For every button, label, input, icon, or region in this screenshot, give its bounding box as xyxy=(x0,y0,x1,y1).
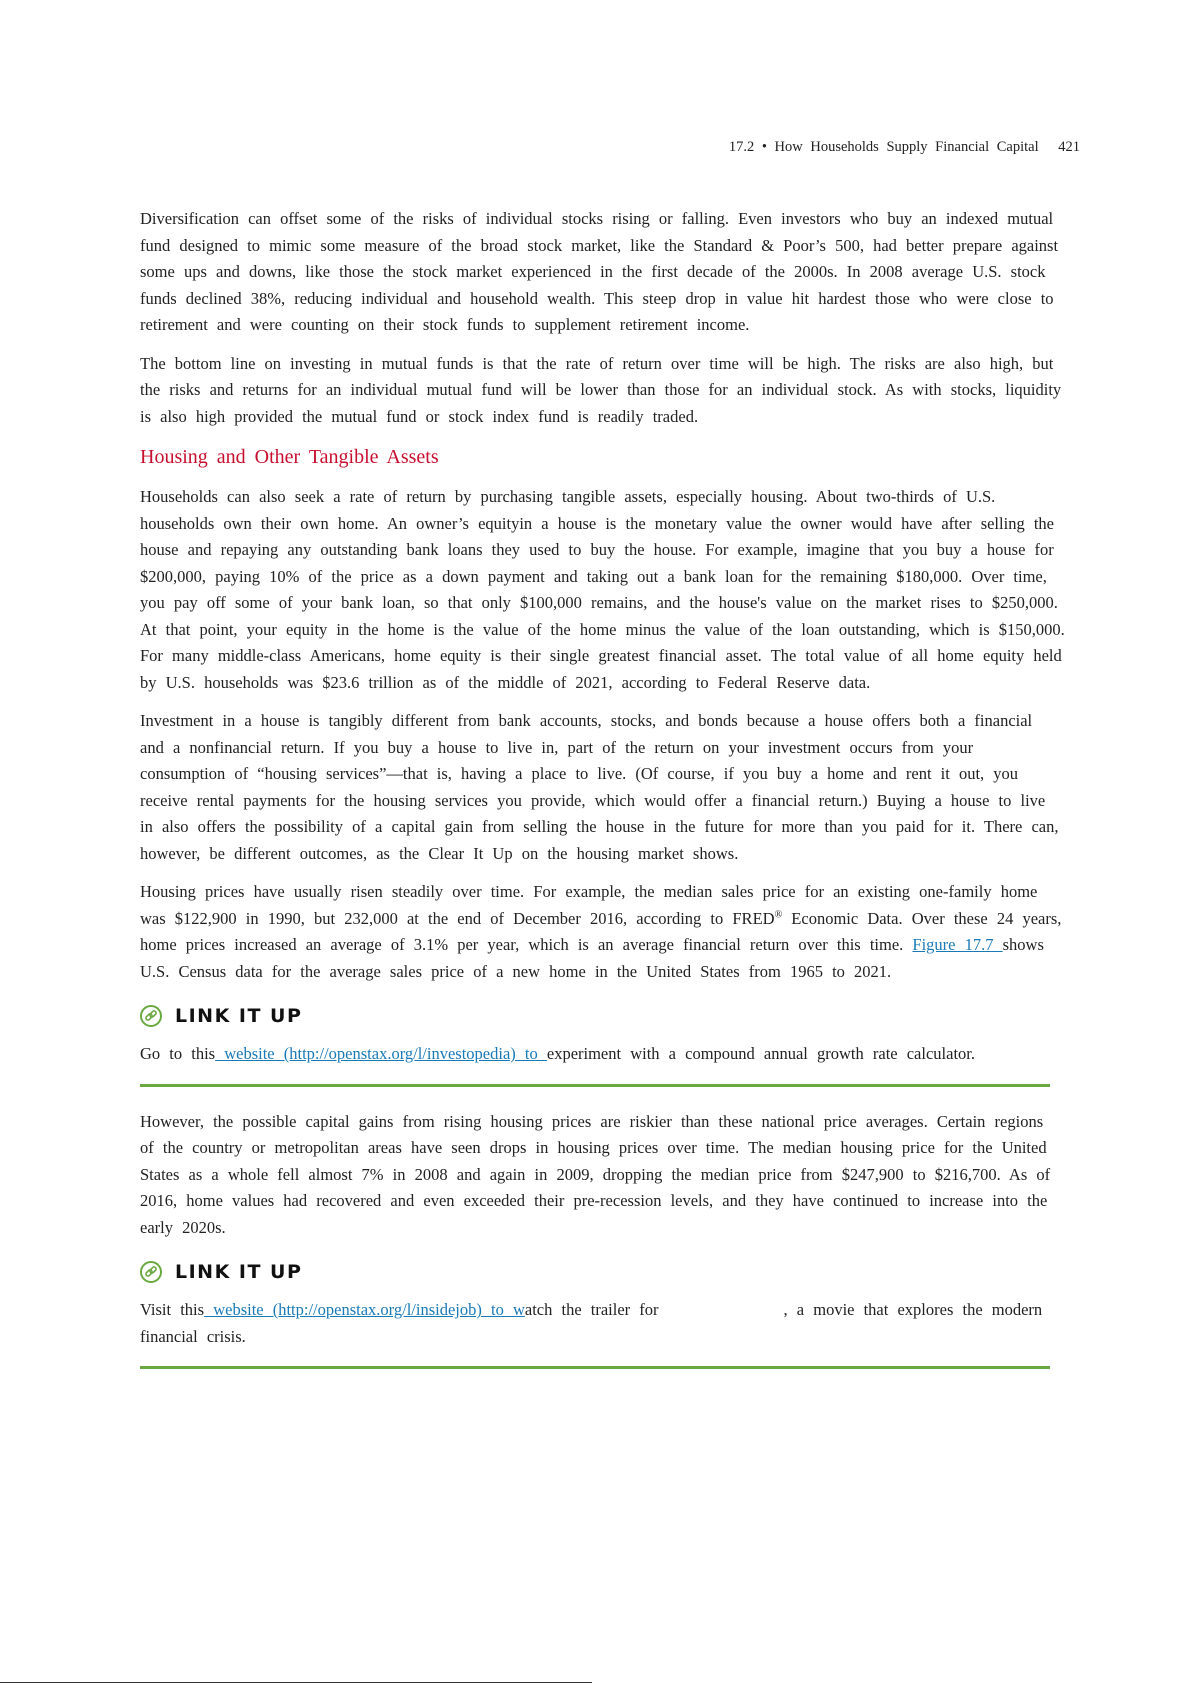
link-chain-icon xyxy=(140,1005,162,1027)
figure-link[interactable]: Figure 17.7 xyxy=(912,935,1003,954)
link-it-up-title: LINK IT UP xyxy=(175,1261,303,1283)
footer-rule xyxy=(0,1682,592,1683)
registered-mark: ® xyxy=(774,909,783,920)
header-bullet: • xyxy=(761,139,767,155)
header-section: 17.2 xyxy=(728,139,755,155)
header-title: How Households Supply Financial Capital xyxy=(774,139,1039,155)
link-chain-icon xyxy=(140,1261,162,1283)
housing-prices-text-1: Housing prices have usually risen steadily over time. For example, the median sales price for an existing one-family home was $122,900 in 1990, but 232,000 at the end of December 2016, according to FRED xyxy=(140,882,1038,928)
page-body xyxy=(140,206,1065,1391)
paragraph-tangible-assets: Households can also seek a rate of return by purchasing tangible assets, especially housing. About two-thirds of U.S. households own their own home. An owner’s equityin a house is the monetary value the owner would have after selling the house and repaying any outstanding bank loans they used to buy the house. For example, imagine that you buy a house for $200,000, paying 10% of the price as a down payment and taking out a bank loan for the remaining $180,000. Over time, you pay off some of your bank loan, so that only $100,000 remains, and the house's value on the market rises to $250,000. At that point, your equity in the home is the value of the home minus the value of the loan outstanding, which is $150,000. For many middle-class Americans, home equity is their single greatest financial asset. The total value of all home equity held by U.S. households was $23.6 trillion as of the middle of 2021, according to Federal Reserve data. xyxy=(140,487,1065,692)
link-it-up-text xyxy=(140,1041,1065,1068)
running-header xyxy=(729,139,1080,156)
link-it-up-header xyxy=(140,1001,1065,1031)
paragraph-bottom-line: The bottom line on investing in mutual funds is that the rate of return over time will be high. The risks are also high, but the risks and returns for an individual mutual fund will be lower than those for an individual stock. As with stocks, liquidity is also high provided the mutual fund or stock index fund is readily traded. xyxy=(140,353,1062,426)
link-it-up-post-2: , a movie that explores the modern financial crisis. xyxy=(140,1300,1043,1346)
link-it-up-pre: Visit this xyxy=(140,1300,205,1319)
page-number: 421 xyxy=(1058,139,1080,155)
green-divider xyxy=(140,1366,1050,1369)
paragraph-diversification: Diversification can offset some of the risks of individual stocks rising or falling. Even investors who buy an indexed mutual fund designed to mimic some measure of the broad stock market, like the Standard & Poor’s 500, had better prepare against some ups and downs, like those the stock market experienced in the first decade of the 2000s. In 2008 average U.S. stock funds declined 38%, reducing individual and household wealth. This steep drop in value hit hardest those who were close to retirement and were counting on their stock funds to supplement retirement income. xyxy=(140,209,1059,334)
link-it-up-post: experiment with a compound annual growth rate calculator. xyxy=(546,1044,975,1063)
link-it-up-box-1 xyxy=(140,1001,1065,1087)
paragraph-investment-house: Investment in a house is tangibly different from bank accounts, stocks, and bonds because a house offers both a financial and a nonfinancial return. If you buy a house to live in, part of the return on your investment occurs from your consumption of “housing services”—that is, having a place to live. (Of course, if you buy a home and rent it out, you receive rental payments for the housing services you provide, which would offer a financial return.) Buying a house to live in also offers the possibility of a capital gain from selling the house in the future for more than you paid for it. There can, however, be different outcomes, as the Clear It Up on the housing market shows. xyxy=(140,711,1059,863)
paragraph-housing-prices xyxy=(140,879,1065,985)
link-it-up-pre: Go to this xyxy=(140,1044,216,1063)
link-it-up-title: LINK IT UP xyxy=(175,1005,303,1027)
insidejob-link[interactable]: website (http://openstax.org/l/insidejob) to w xyxy=(204,1300,525,1319)
paragraph-capital-gains: However, the possible capital gains from rising housing prices are riskier than these national price averages. Certain regions of the country or metropolitan areas have seen drops in housing prices over time. The median housing price for the United States as a whole fell almost 7% in 2008 and again in 2009, dropping the median price from $247,900 to $216,700. As of 2016, home values had recovered and even exceeded their pre-recession levels, and they have continued to increase into the early 2020s. xyxy=(140,1111,1051,1237)
investopedia-link[interactable]: website (http://openstax.org/l/investopedia) to xyxy=(215,1044,547,1063)
green-divider xyxy=(140,1084,1050,1087)
housing-prices-text-3: shows U.S. Census data for the average sales price of a new home in the United States from 1965 to 2021. xyxy=(140,935,1044,981)
link-it-up-box-2 xyxy=(140,1257,1065,1369)
link-it-up-header xyxy=(140,1257,1065,1287)
section-heading: Housing and Other Tangible Assets xyxy=(140,446,439,468)
link-it-up-text xyxy=(140,1297,1065,1350)
link-it-up-post-1: atch the trailer for xyxy=(524,1300,659,1319)
housing-prices-text-2: Economic Data. Over these 24 years, home prices increased an average of 3.1% per year, which is an average financial return over this time. xyxy=(140,908,1062,954)
